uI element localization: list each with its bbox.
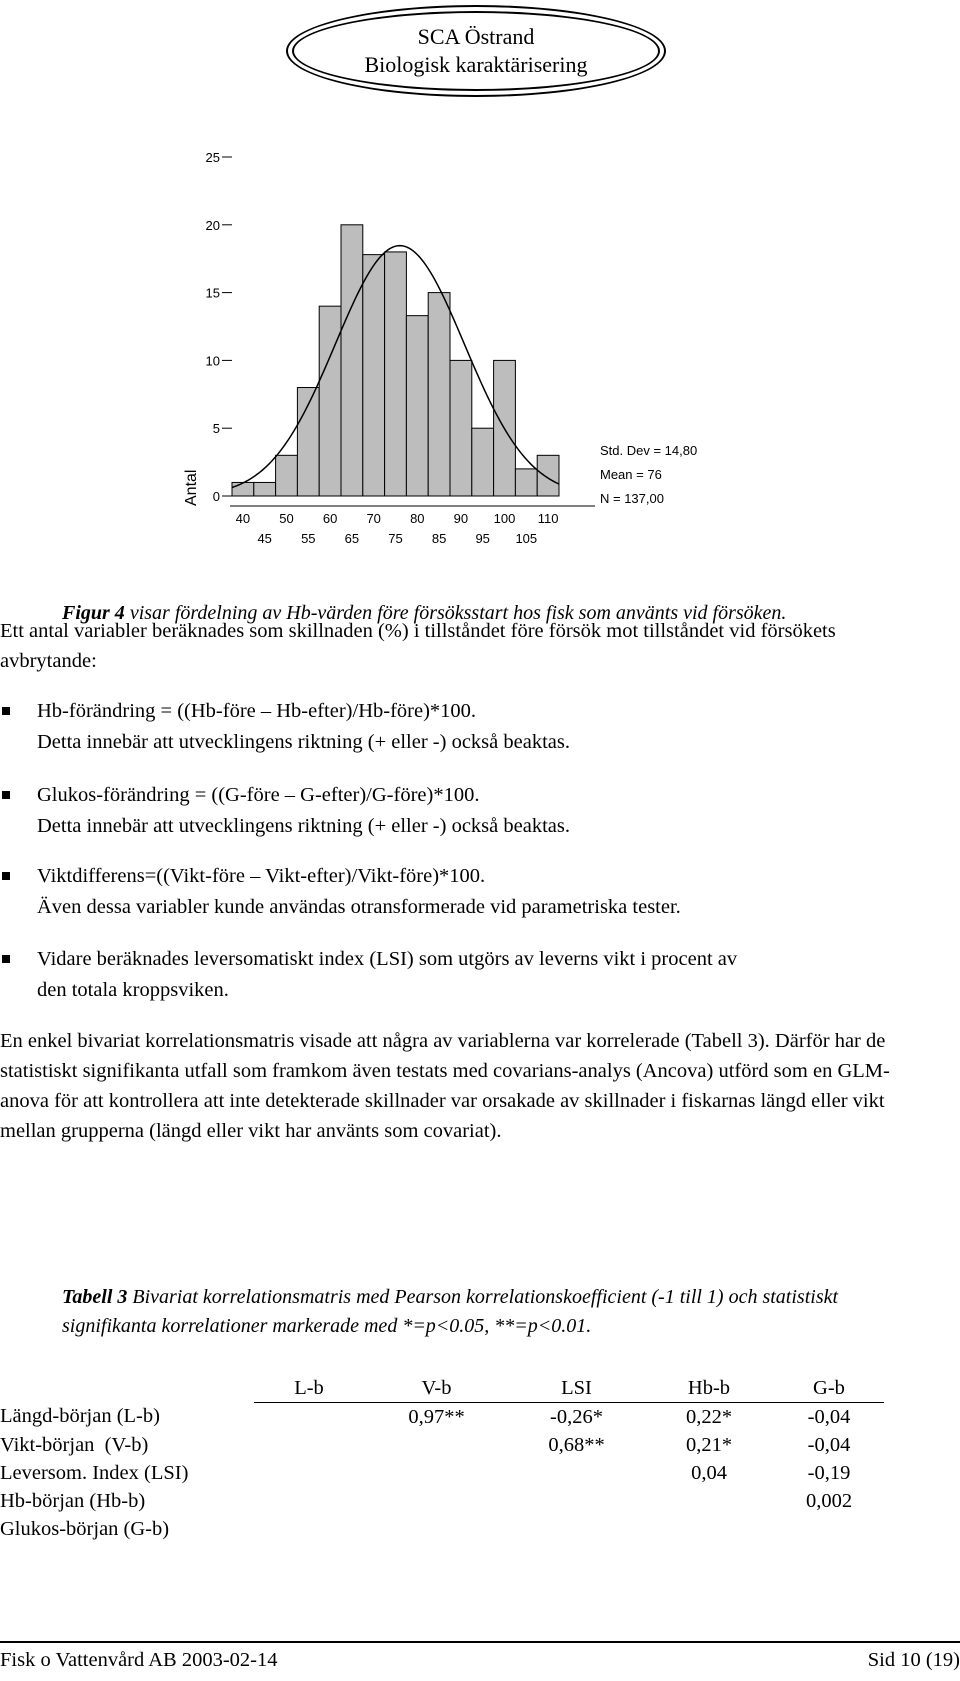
histogram-bar	[363, 255, 385, 496]
histogram-bar	[428, 293, 450, 496]
table-cell	[364, 1515, 509, 1543]
table-cell: 0,21*	[685, 1433, 733, 1456]
table-col-header: V-b	[364, 1374, 509, 1403]
bullet-square-icon	[2, 955, 10, 963]
x-tick-label: 85	[431, 531, 447, 546]
y-tick-label: 25	[205, 150, 220, 165]
histogram-bar	[319, 306, 341, 496]
histogram-bar	[515, 469, 537, 496]
table-cell	[509, 1487, 644, 1515]
figure-caption-text: visar fördelning av Hb-värden före försöksstart hos fisk som använts vid försöken.	[124, 602, 787, 624]
table-row-label: Hb-början (Hb-b)	[0, 1489, 146, 1512]
table-row	[0, 1487, 884, 1515]
x-tick-label: 80	[410, 511, 425, 526]
x-tick-label: 40	[235, 511, 251, 526]
x-tick-label: 95	[475, 531, 490, 546]
table-row	[0, 1403, 884, 1432]
table-caption-label: Tabell 3	[62, 1286, 128, 1308]
footer-right: Sid 10 (19)	[867, 1649, 960, 1671]
table-cell: 0,002	[805, 1489, 853, 1512]
table-cell	[509, 1459, 644, 1487]
histogram-bar	[406, 316, 428, 496]
histogram-bar	[232, 482, 254, 496]
table-cell	[254, 1487, 364, 1515]
bullet-square-icon	[2, 791, 10, 799]
hb-histogram	[0, 150, 960, 590]
y-tick-label: 5	[212, 421, 220, 437]
histogram-bar	[254, 482, 276, 496]
stats-std: Std. Dev = 14,80	[600, 443, 698, 458]
histogram-bar	[472, 428, 494, 496]
table-cell: 0,68**	[548, 1433, 605, 1456]
bullet-glukos	[0, 780, 920, 842]
x-tick-label: 55	[301, 531, 316, 546]
table-col-header: Hb-b	[644, 1374, 774, 1403]
bullet-line: Vidare beräknades leversomatiskt index (LSI) som utgörs av leverns vikt i procent av	[37, 948, 738, 970]
table-cell	[644, 1515, 774, 1543]
header-oval	[286, 5, 666, 97]
footer-rule	[0, 1641, 960, 1643]
y-tick-label: 20	[205, 217, 220, 233]
header-subtitle: Biologisk karaktärisering	[364, 52, 588, 77]
main-paragraph: En enkel bivariat korrelationsmatris visade att några av variablerna var korrelerade (Tabell 3). Därför har de statistiskt signifikanta utfall som framkom även testats med covarians-analys (Ancova) utförd som en GLM-anova för att kontrollera att inte detekterade skillnader var orsakade av skillnader i fiskarnas längd eller vikt mellan grupperna (längd eller vikt har använts som covariat).	[0, 1030, 890, 1142]
bullet-line: Glukos-förändring = ((G-före – G-efter)/G-före)*100.	[37, 784, 480, 806]
figure-caption-label: Figur 4	[62, 602, 125, 624]
intro-paragraph: Ett antal variabler beräknades som skillnaden (%) i tillståndet före försök mot tillståndet vid försökets avbrytande:	[0, 620, 836, 672]
y-axis-label: Antal	[183, 469, 200, 506]
table-cell: -0,04	[807, 1405, 851, 1428]
x-tick-label: 65	[344, 531, 360, 546]
y-tick-label: 10	[205, 353, 220, 369]
correlation-table	[0, 1374, 884, 1543]
bullet-line: Även dessa variabler kunde användas otransformerade vid parametriska tester.	[37, 896, 681, 918]
bullet-line: Viktdifferens=((Vikt-före – Vikt-efter)/Vikt-före)*100.	[37, 865, 486, 887]
histogram-bars	[232, 225, 559, 496]
table-row	[0, 1459, 884, 1487]
table-cell	[644, 1487, 774, 1515]
x-tick-label: 110	[537, 511, 559, 526]
x-tick-label: 60	[322, 511, 338, 526]
table-cell: -0,19	[807, 1461, 851, 1484]
footer-left: Fisk o Vattenvård AB 2003-02-14	[0, 1649, 278, 1671]
bullet-vikt	[0, 861, 920, 923]
table-row	[0, 1515, 884, 1543]
table-row-label: Vikt-början (V-b)	[0, 1433, 149, 1456]
y-axis-ticks	[206, 150, 232, 504]
histogram-bar	[276, 455, 298, 496]
stats-n: N = 137,00	[600, 491, 664, 506]
table-caption-text: Bivariat korrelationsmatris med Pearson korrelationskoefficient (-1 till 1) och statistiskt signifikanta korrelationer markerade med *=p<0.05, **=p<0.01.	[62, 1286, 839, 1337]
table-cell	[254, 1431, 364, 1459]
histogram-bar	[537, 455, 559, 496]
bullet-line: Detta innebär att utvecklingens riktning (+ eller -) också beaktas.	[37, 731, 570, 753]
bullet-line: Hb-förändring = ((Hb-före – Hb-efter)/Hb-före)*100.	[37, 700, 477, 722]
x-tick-label: 70	[366, 511, 381, 526]
table-cell	[509, 1515, 644, 1543]
table-cell	[364, 1459, 509, 1487]
table-cell: 0,04	[691, 1461, 727, 1484]
stats-mean: Mean = 76	[600, 467, 662, 482]
table-row-label: Leversom. Index (LSI)	[0, 1461, 189, 1484]
table-row	[0, 1431, 884, 1459]
x-axis-tick-labels	[236, 511, 559, 546]
table-col-header: LSI	[509, 1374, 644, 1403]
table-cell: -0,04	[807, 1433, 851, 1456]
x-tick-label: 100	[493, 511, 516, 526]
bullet-square-icon	[2, 872, 10, 880]
table-cell: -0,26*	[550, 1405, 603, 1428]
header-title: SCA Östrand	[417, 24, 535, 49]
table-cell	[254, 1459, 364, 1487]
table-cell: 0,22*	[685, 1405, 733, 1428]
histogram-bar	[385, 252, 407, 496]
table-header-row	[0, 1374, 884, 1403]
table-cell	[364, 1431, 509, 1459]
table-caption	[62, 1283, 862, 1341]
y-tick-label: 0	[212, 489, 220, 504]
bullet-lsi	[0, 944, 920, 1006]
bullet-line: den totala kroppsviken.	[37, 979, 229, 1001]
x-tick-label: 105	[515, 531, 538, 546]
table-row-label: Glukos-början (G-b)	[0, 1517, 170, 1540]
table-cell	[364, 1487, 509, 1515]
bullet-hb	[0, 696, 920, 758]
table-col-header: L-b	[254, 1374, 364, 1403]
histogram-bar	[450, 360, 472, 496]
histogram-bar	[341, 225, 363, 496]
table-row-label: Längd-början (L-b)	[0, 1405, 160, 1428]
table-cell	[254, 1403, 364, 1432]
x-tick-label: 90	[453, 511, 469, 526]
table-cell: 0,97**	[408, 1405, 465, 1428]
x-tick-label: 75	[388, 531, 403, 546]
bullet-line: Detta innebär att utvecklingens riktning (+ eller -) också beaktas.	[37, 815, 570, 837]
table-cell	[774, 1515, 884, 1543]
x-tick-label: 45	[257, 531, 272, 546]
y-tick-label: 15	[205, 285, 220, 301]
bullet-square-icon	[2, 707, 10, 715]
table-col-header: G-b	[774, 1374, 884, 1403]
table-cell	[254, 1515, 364, 1543]
x-tick-label: 50	[279, 511, 294, 526]
